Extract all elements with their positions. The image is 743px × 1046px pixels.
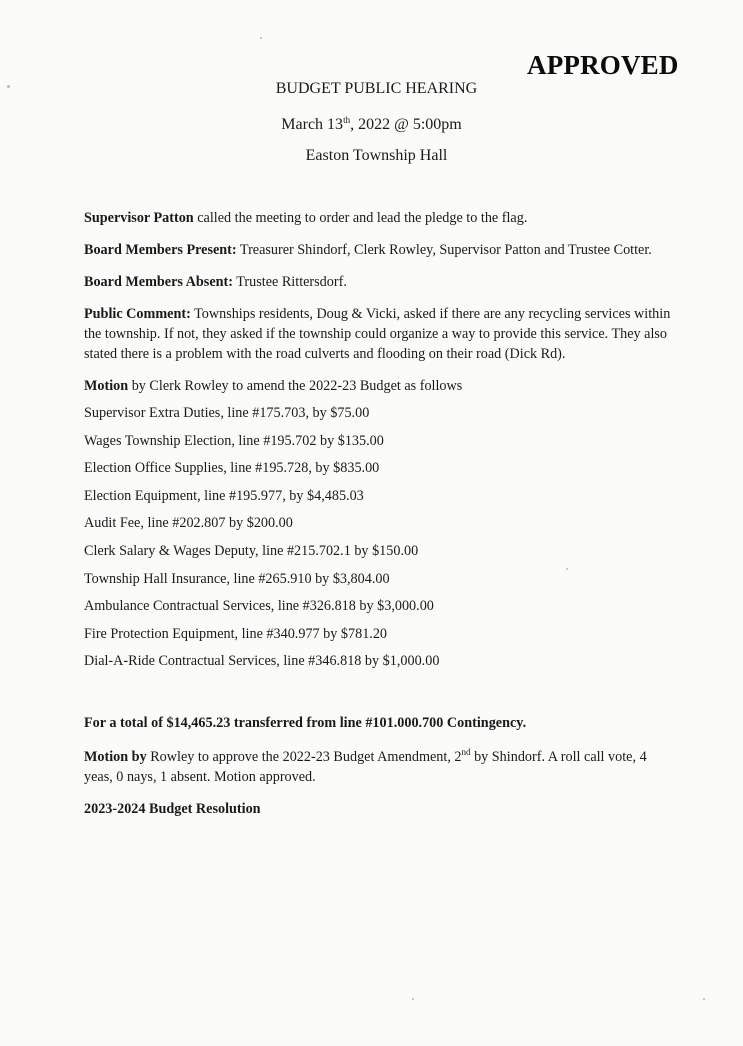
public-comment-paragraph (84, 304, 674, 364)
line-item: Dial-A-Ride Contractual Services, line #346.818 by $1,000.00 (84, 653, 440, 670)
paragraph-text: by Shindorf. A roll call vote, 4 yeas, 0 nays, 1 absent. Motion approved. (84, 749, 647, 786)
paragraph-text: Townships residents, Doug & Vicki, asked if there are any recycling services within the township. If not, they asked if the township could organize a way to provide this service. They also stated there is a problem with the road culverts and flooding on their road (Dick Rd). (84, 306, 671, 362)
paragraph-text: called the meeting to order and lead the pledge to the flag. (193, 210, 528, 226)
document-title: BUDGET PUBLIC HEARING (275, 80, 478, 97)
meeting-date (0, 116, 743, 134)
total-transfer: For a total of $14,465.23 transferred from line #101.000.700 Contingency. (84, 715, 527, 732)
line-item: Clerk Salary & Wages Deputy, line #215.702.1 by $150.00 (84, 542, 419, 559)
date-time: , 2022 @ 5:00pm (350, 116, 462, 133)
paragraph-lead: Motion (84, 378, 129, 394)
call-to-order-paragraph (84, 208, 674, 228)
line-item: Election Equipment, line #195.977, by $4,485.03 (84, 487, 364, 504)
scan-speck (566, 568, 568, 570)
paragraph-lead: Board Members Absent: (84, 274, 233, 290)
ordinal-suffix: nd (461, 747, 471, 758)
members-present-paragraph (84, 240, 674, 260)
scan-speck (260, 37, 262, 39)
paragraph-lead: Public Comment: (84, 306, 191, 322)
line-item: Supervisor Extra Duties, line #175.703, by $75.00 (84, 405, 370, 421)
budget-line-items (84, 403, 674, 671)
paragraph-lead: Supervisor Patton (84, 210, 194, 226)
approved-stamp: APPROVED (527, 50, 679, 80)
line-item: Wages Township Election, line #195.702 by $135.00 (84, 432, 384, 449)
members-absent-paragraph (84, 272, 674, 292)
resolution-heading (84, 799, 674, 819)
minutes-body (84, 208, 674, 831)
line-item: Township Hall Insurance, line #265.910 by $3,804.00 (84, 570, 390, 587)
meeting-location: Easton Township Hall (305, 147, 448, 164)
scan-speck (703, 998, 705, 1000)
paragraph-lead: Motion by (84, 749, 147, 766)
paragraph-text: Treasurer Shindorf, Clerk Rowley, Supervisor Patton and Trustee Cotter. (236, 242, 652, 258)
line-item: Audit Fee, line #202.807 by $200.00 (84, 515, 293, 532)
scan-speck (412, 998, 414, 1000)
paragraph-text: Trustee Rittersdorf. (232, 274, 347, 290)
line-item: Ambulance Contractual Services, line #326.818 by $3,000.00 (84, 598, 434, 615)
paragraph-text: Rowley to approve the 2022-23 Budget Amendment, 2 (146, 749, 462, 766)
line-item: Fire Protection Equipment, line #340.977 by $781.20 (84, 625, 388, 642)
motion-approve-paragraph (84, 747, 674, 787)
paragraph-text: by Clerk Rowley to amend the 2022-23 Budget as follows (128, 378, 463, 394)
date-suffix: th (343, 115, 351, 125)
date-text: March 13 (281, 116, 344, 133)
paragraph-lead: Board Members Present: (84, 242, 237, 258)
scan-speck (7, 85, 10, 88)
line-item: Election Office Supplies, line #195.728, by $835.00 (84, 460, 380, 477)
motion-amend-paragraph (84, 376, 674, 396)
heading-text: 2023-2024 Budget Resolution (84, 801, 261, 818)
